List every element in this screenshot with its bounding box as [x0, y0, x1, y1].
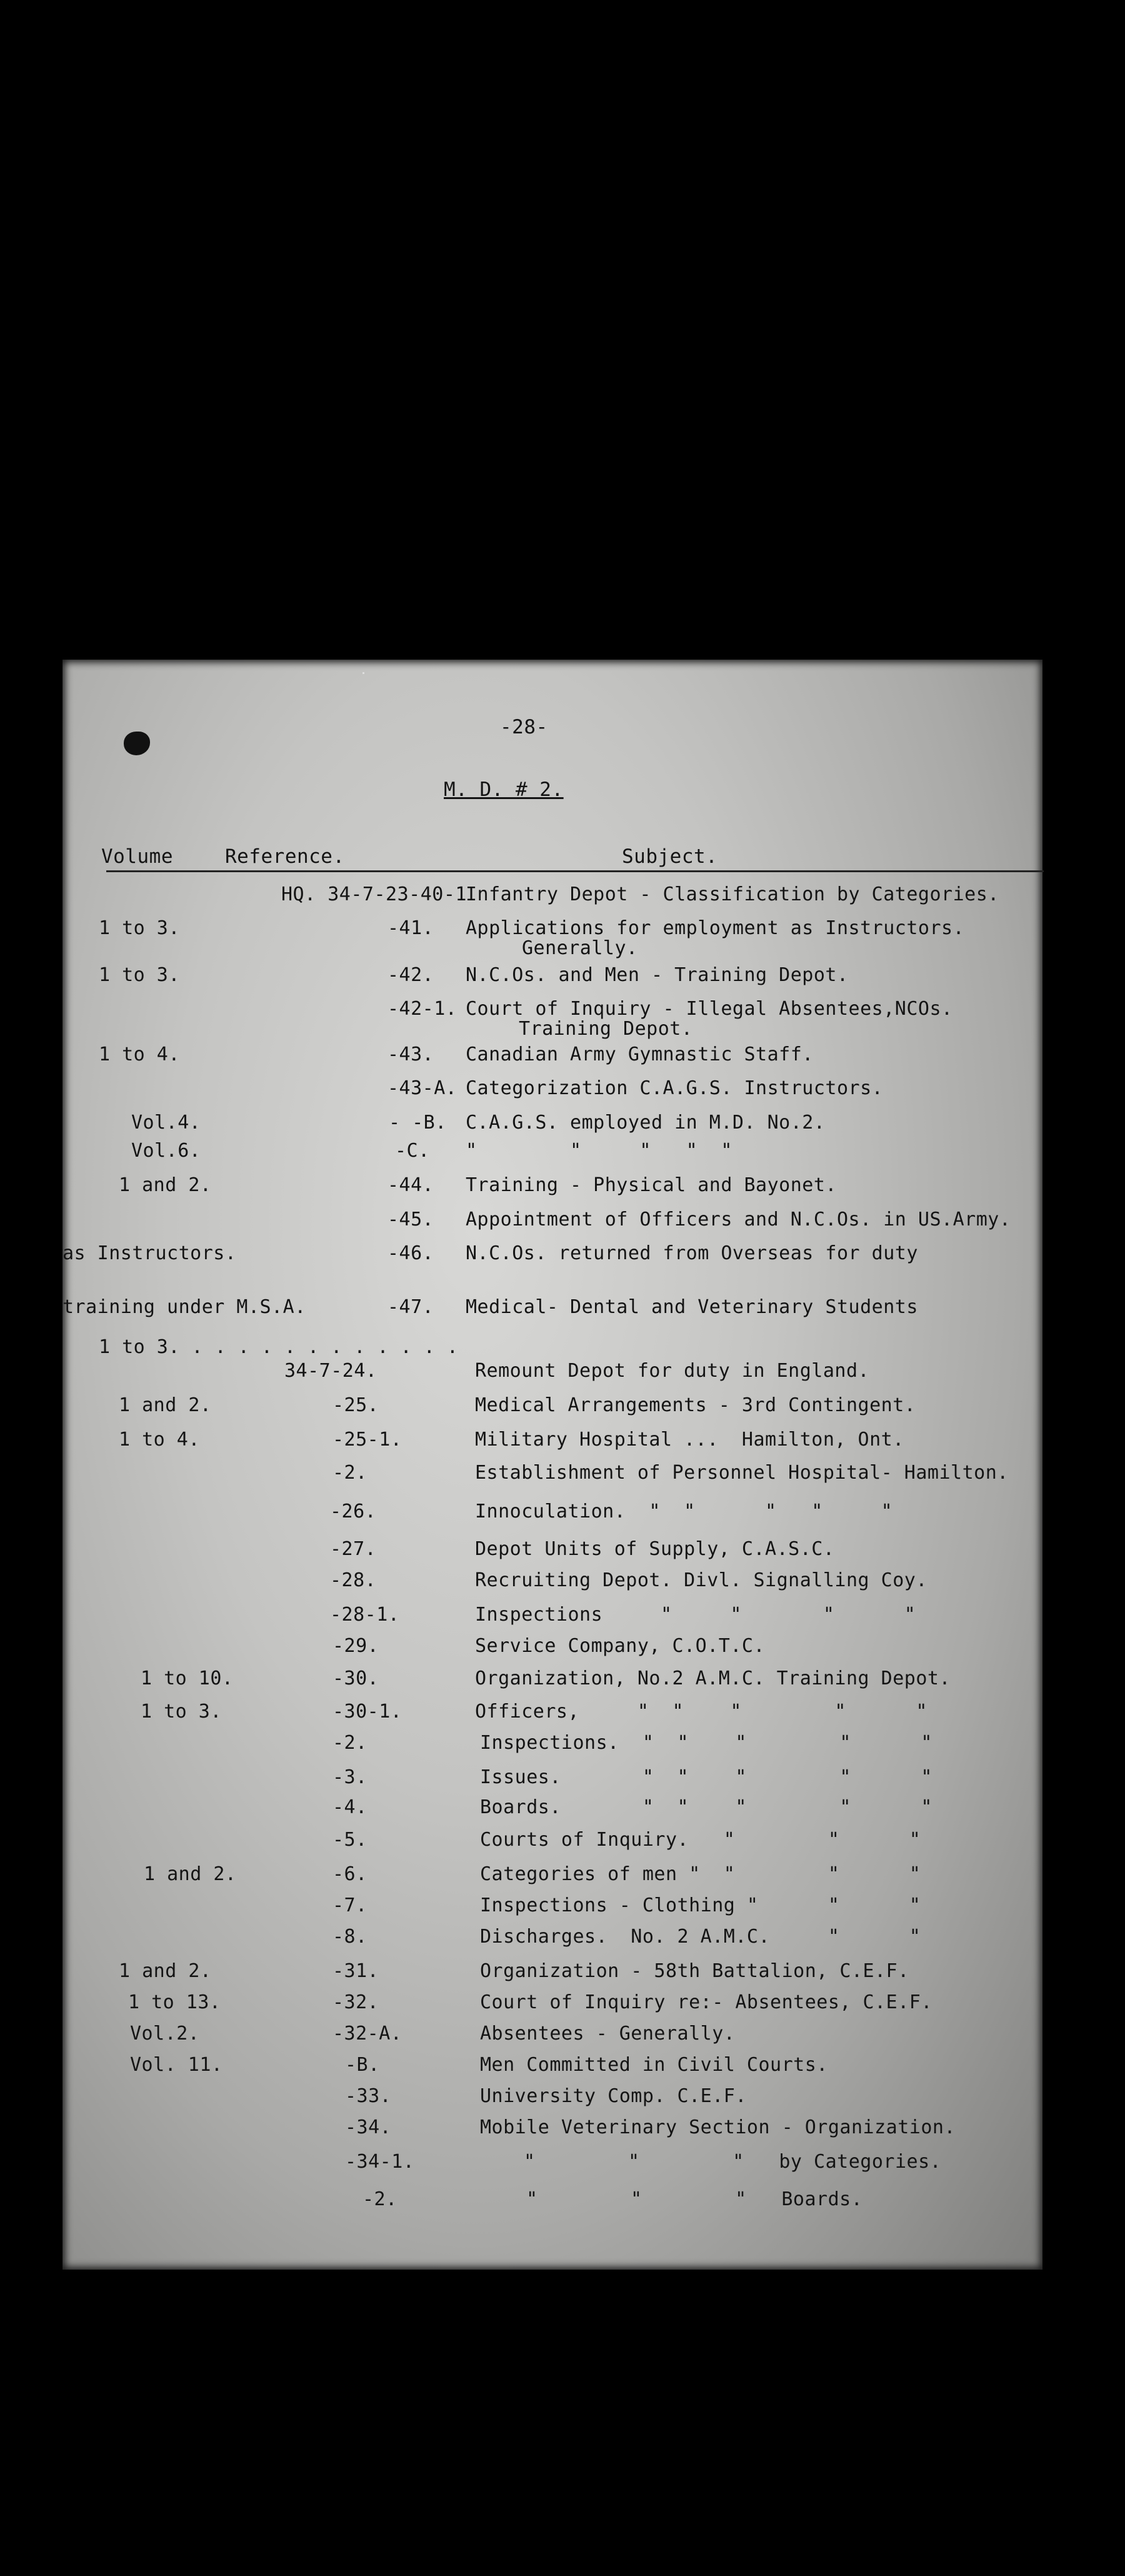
subject-cell: N.C.Os. returned from Overseas for duty [466, 1242, 918, 1264]
subject-cell: Applications for employment as Instructors. [466, 917, 965, 939]
speck [362, 672, 364, 674]
volume-cell: 1 and 2. [119, 1960, 212, 1982]
table-row [62, 1140, 1042, 1170]
table-row [62, 1538, 1042, 1568]
district-heading: M. D. # 2. [444, 778, 564, 801]
subject-cell: Medical- Dental and Veterinary Students [466, 1296, 918, 1318]
subject-cell: Innoculation. " " " " " [475, 1501, 893, 1522]
reference-cell: -44. [388, 1174, 434, 1196]
table-row [62, 1863, 1042, 1893]
table-row [62, 2085, 1042, 2115]
reference-cell: -2. [332, 1462, 368, 1484]
volume-cell: 1 to 3. [99, 917, 180, 939]
subject-cell: Appointment of Officers and N.C.Os. in US.Army. [466, 1209, 1011, 1230]
table-row [62, 1732, 1042, 1762]
reference-cell: -C. [395, 1140, 430, 1162]
reference-cell: -42. [388, 964, 434, 986]
subject-cell: Issues. " " " " " [480, 1766, 932, 1788]
subject-continuation: as Instructors. [62, 1242, 237, 1264]
table-row [62, 1991, 1042, 2021]
volume-cell: Vol.6. [131, 1140, 201, 1162]
subject-continuation: Training Depot. [519, 1018, 693, 1040]
reference-cell: -3. [332, 1766, 368, 1788]
subject-cell: Organization, No.2 A.M.C. Training Depot. [475, 1668, 951, 1689]
volume-cell: 1 to 13. [128, 1991, 221, 2013]
table-row [62, 1894, 1042, 1924]
reference-cell: -5. [332, 1829, 368, 1851]
subject-cell: Medical Arrangements - 3rd Contingent. [475, 1394, 916, 1416]
subject-continuation: Generally. [522, 937, 638, 959]
subject-cell: Service Company, C.O.T.C. [475, 1635, 766, 1657]
reference-cell: -32-A. [332, 2023, 402, 2045]
volume-cell: Vol. 11. [130, 2054, 223, 2076]
subject-cell: Recruiting Depot. Divl. Signalling Coy. [475, 1569, 928, 1591]
table-row [62, 883, 1042, 913]
subject-cell: " " " by Categories. [524, 2151, 942, 2173]
reference-cell: -47. [388, 1296, 434, 1318]
table-row [62, 1569, 1042, 1599]
volume-header: Volume [101, 845, 173, 868]
table-row [62, 1209, 1042, 1239]
reference-cell: -29. [332, 1635, 379, 1657]
volume-cell: 1 to 4. [99, 1044, 180, 1065]
table-row [62, 1960, 1042, 1990]
table-row [62, 2116, 1042, 2146]
document-page [62, 660, 1042, 2270]
table-row [62, 1926, 1042, 1956]
reference-cell: -26. [330, 1501, 377, 1522]
reference-cell: -33. [345, 2085, 392, 2107]
table-row [62, 2151, 1042, 2181]
volume-cell: Vol.4. [131, 1112, 201, 1134]
reference-cell: -25. [332, 1394, 379, 1416]
header-rule [106, 870, 1044, 872]
subject-cell: Inspections - Clothing " " " [480, 1894, 921, 1916]
subject-cell: " " " Boards. [526, 2188, 863, 2210]
reference-cell: -43-A. [388, 1077, 458, 1099]
reference-cell: -B. [345, 2054, 380, 2076]
subject-cell: Courts of Inquiry. " " " [480, 1829, 921, 1851]
reference-cell: HQ. 34-7-23-40-1 [281, 883, 467, 905]
table-row [62, 1112, 1042, 1142]
subject-cell: C.A.G.S. employed in M.D. No.2. [466, 1112, 826, 1134]
subject-cell: Men Committed in Civil Courts. [480, 2054, 828, 2076]
table-row [62, 1701, 1042, 1731]
subject-cell: Boards. " " " " " [480, 1796, 932, 1818]
volume-cell: 1 to 3. [99, 964, 180, 986]
reference-cell: -8. [332, 1926, 368, 1948]
reference-cell: -34. [345, 2116, 392, 2138]
subject-cell: Court of Inquiry - Illegal Absentees,NCOs. [466, 998, 953, 1020]
reference-cell: -46. [388, 1242, 434, 1264]
reference-cell: -45. [388, 1209, 434, 1230]
table-row [62, 1077, 1042, 1107]
reference-cell: -4. [332, 1796, 368, 1818]
table-row [62, 1668, 1042, 1698]
table-row [62, 1394, 1042, 1424]
reference-cell: -43. [388, 1044, 434, 1065]
subject-cell: Discharges. No. 2 A.M.C. " " [480, 1926, 921, 1948]
volume-cell: 1 to 3. . . . . . . . . . . . . [99, 1336, 459, 1358]
reference-cell: -28. [330, 1569, 377, 1591]
subject-cell: Inspections. " " " " " [480, 1732, 932, 1754]
table-row [62, 1766, 1042, 1796]
table-row [62, 2023, 1042, 2053]
subject-cell: Organization - 58th Battalion, C.E.F. [480, 1960, 909, 1982]
table-row [62, 1296, 1042, 1326]
volume-cell: 1 and 2. [144, 1863, 237, 1885]
subject-cell: Categories of men " " " " [480, 1863, 921, 1885]
subject-cell: University Comp. C.E.F. [480, 2085, 747, 2107]
reference-cell: - -B. [389, 1112, 447, 1134]
subject-cell: Training - Physical and Bayonet. [466, 1174, 837, 1196]
subject-header: Subject. [622, 845, 718, 868]
subject-cell: Inspections " " " " [475, 1604, 916, 1626]
subject-cell: Infantry Depot - Classification by Categories. [466, 883, 999, 905]
table-row [62, 1635, 1042, 1665]
subject-cell: Military Hospital ... Hamilton, Ont. [475, 1429, 904, 1451]
reference-cell: -25-1. [332, 1429, 402, 1451]
reference-header: Reference. [225, 845, 345, 868]
reference-cell: 34-7-24. [284, 1360, 378, 1382]
table-row [62, 1501, 1042, 1531]
table-row [62, 1242, 1042, 1272]
reference-cell: -27. [330, 1538, 377, 1560]
page-number: -28- [500, 716, 548, 738]
reference-cell: -28-1. [330, 1604, 400, 1626]
reference-cell: -41. [388, 917, 434, 939]
subject-cell: Depot Units of Supply, C.A.S.C. [475, 1538, 835, 1560]
table-row [62, 1796, 1042, 1826]
subject-cell: Mobile Veterinary Section - Organization. [480, 2116, 956, 2138]
volume-cell: 1 and 2. [119, 1174, 212, 1196]
table-row [62, 1044, 1042, 1074]
subject-cell: Absentees - Generally. [480, 2023, 736, 2045]
table-row [62, 1604, 1042, 1634]
volume-cell: 1 to 3. [141, 1701, 222, 1723]
reference-cell: -7. [332, 1894, 368, 1916]
table-row [62, 1462, 1042, 1492]
table-row [62, 1174, 1042, 1204]
reference-cell: -42-1. [388, 998, 458, 1020]
table-row [62, 2054, 1042, 2084]
subject-cell: Court of Inquiry re:- Absentees, C.E.F. [480, 1991, 932, 2013]
table-row [62, 1360, 1042, 1390]
reference-cell: -2. [362, 2188, 398, 2210]
table-row [62, 1429, 1042, 1459]
reference-cell: -31. [332, 1960, 379, 1982]
subject-continuation: training under M.S.A. [62, 1296, 306, 1318]
table-row [62, 964, 1042, 994]
punch-hole [124, 732, 150, 755]
reference-cell: -6. [332, 1863, 368, 1885]
reference-cell: -30. [332, 1668, 379, 1689]
subject-cell: Officers, " " " " " [475, 1701, 928, 1723]
subject-cell: Remount Depot for duty in England. [475, 1360, 870, 1382]
volume-cell: 1 to 10. [141, 1668, 234, 1689]
reference-cell: -30-1. [332, 1701, 402, 1723]
volume-cell: Vol.2. [130, 2023, 200, 2045]
subject-cell: Categorization C.A.G.S. Instructors. [466, 1077, 884, 1099]
subject-cell: N.C.Os. and Men - Training Depot. [466, 964, 849, 986]
subject-cell: Canadian Army Gymnastic Staff. [466, 1044, 814, 1065]
volume-cell: 1 to 4. [119, 1429, 200, 1451]
reference-cell: -32. [332, 1991, 379, 2013]
table-row [62, 998, 1042, 1040]
table-row [62, 1829, 1042, 1859]
reference-cell: -2. [332, 1732, 368, 1754]
table-row [62, 2188, 1042, 2218]
volume-cell: 1 and 2. [119, 1394, 212, 1416]
subject-cell: " " " " " [466, 1140, 732, 1162]
table-row [62, 917, 1042, 959]
subject-cell: Establishment of Personnel Hospital- Hamilton. [475, 1462, 1009, 1484]
reference-cell: -34-1. [345, 2151, 415, 2173]
